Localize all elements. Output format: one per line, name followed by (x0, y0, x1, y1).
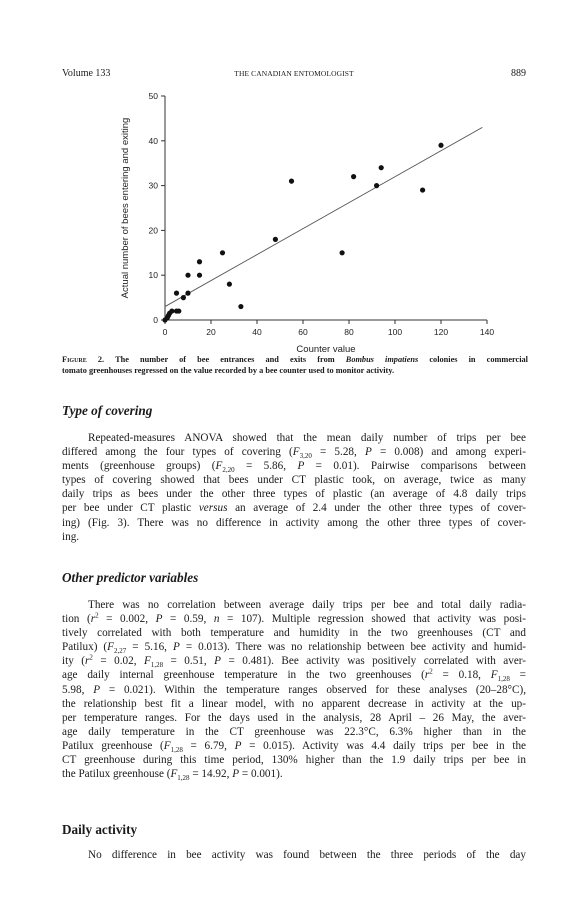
data-point (379, 165, 384, 170)
paragraph-daily-activity: No difference in bee activity was found between the three periods of the day (88, 849, 526, 861)
data-point (197, 273, 202, 278)
data-point (181, 295, 186, 300)
x-tick-label: 140 (479, 327, 495, 337)
data-point (289, 179, 294, 184)
x-tick-label: 100 (387, 327, 403, 337)
figure-label: Figure 2. (62, 355, 105, 364)
data-point (227, 282, 232, 287)
y-tick-label: 50 (148, 91, 158, 101)
data-point (238, 304, 243, 309)
journal-title: THE CANADIAN ENTOMOLOGIST (234, 69, 354, 78)
data-point (438, 143, 443, 148)
paragraph-other-predictors: There was no correlation between average daily trips per bee and total daily radia- tion ($r^2 = 0.002$, P = 0.59, n = 107). Multiple regression showed that activity was posi- tively correlated with both temperature and humidity in the two greenhouses (CT and Patilux) ($F_{2,27} = 5.16$, P = 0.013). There was no relationship between bee activity and humid- ity ($r^2 = 0.02$, $F_{1,28} = 0.51$, P = 0.481). Bee activity was positively correlated with aver- age daily internal greenhouse temperature in the two greenhouses ($r^2 = 0.18$, $F_{1,28}$ = 5.98, P = 0.021). Within the temperature ranges observed for these analyses (20–28°C), the relationship best fit a linear model, with no apparent decrease in activity at the up- per temperature ranges. For the days used in the analysis, 28 April – 26 May, the aver- age daily temperature in the CT greenhouse was 22.3°C, 6.3% higher than in the Patilux greenhouse ($F_{1,28} = 6.79$, P = 0.015). Activity was 4.4 daily trips per bee in the CT greenhouse during this time period, 130% higher than the 1.9 daily trips per bee in the Patilux greenhouse ($F_{1,28} = 14.92$, P = 0.001). (62, 599, 527, 783)
x-axis-label: Counter value (296, 344, 356, 355)
x-tick-label: 40 (252, 327, 262, 337)
x-tick-label: 20 (206, 327, 216, 337)
scatter-chart (0, 0, 587, 360)
section-heading-other-predictors: Other predictor variables (62, 570, 199, 585)
section-heading-type-of-covering: Type of covering (62, 403, 153, 418)
paragraph-type-of-covering: Repeated-measures ANOVA showed that the mean daily number of trips per bee differed among the four types of covering ($F_{3,20} = 5.28$, P = 0.008) and among experi- ments (greenhouse groups) ($F_{2,20} = 5.86$, P = 0.01). Pairwise comparisons between types of covering showed that bees under CT plastic took, on average, twice as many daily trips as bees under the other three types of plastic (an average of 4.8 daily trips per bee under CT plastic versus an average of 2.4 under the other three types of cover- ing) (Fig. 3). There was no difference in activity among the other three types of cover- ing. (62, 432, 526, 543)
section-heading-daily-activity: Daily activity (62, 822, 138, 837)
x-tick-label: 80 (344, 327, 354, 337)
x-tick-label: 0 (162, 327, 168, 337)
volume-label: Volume 133 (62, 68, 111, 79)
data-point (420, 187, 425, 192)
data-point (169, 308, 174, 313)
data-point (176, 308, 181, 313)
y-axis-label: Actual number of bees entering and exiting (120, 117, 131, 299)
page-number: 889 (511, 68, 526, 79)
data-point (174, 291, 179, 296)
x-tick-label: 60 (298, 327, 308, 337)
x-tick-label: 120 (433, 327, 449, 337)
y-tick-label: 40 (148, 135, 158, 146)
data-point (351, 174, 356, 179)
data-point (340, 250, 345, 255)
data-point (374, 183, 379, 188)
figure-caption: Figure 2. The number of bee entrances and exits from Bombus impatiens colonies in commercial tomato greenhouses regressed on the value recorded by a bee counter used to monitor activity. (62, 355, 528, 375)
regression-line (165, 127, 482, 306)
data-point (185, 273, 190, 278)
y-tick-label: 20 (148, 225, 158, 236)
y-tick-label: 0 (153, 315, 158, 325)
data-point (273, 237, 278, 242)
data-point (185, 291, 190, 296)
data-point (197, 259, 202, 264)
y-tick-label: 30 (148, 180, 158, 191)
y-tick-label: 10 (148, 270, 158, 281)
data-point (220, 250, 225, 255)
